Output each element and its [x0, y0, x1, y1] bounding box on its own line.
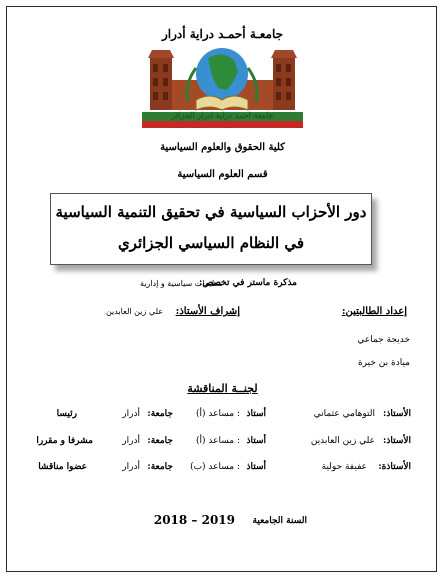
member-3-rank: : مساعد (ب)	[190, 462, 240, 472]
member-3-prefix: الأستاذة:	[378, 462, 411, 472]
member-1-prefix: الأستاذ:	[383, 409, 411, 419]
member-1-role: رئيسا	[56, 409, 77, 419]
thesis-title-line1: دور الأحزاب السياسية في تحقيق التنمية السياسية	[55, 203, 367, 221]
member-2-name: علي زين العابدين	[310, 436, 375, 446]
supervisor-name: علي زين العابدين	[105, 307, 163, 316]
member-2-role: مشرفا و مقررا	[36, 436, 93, 446]
author-name-1: خديجة جماعي	[357, 335, 410, 345]
member-2-uni-label: جامعة:	[147, 436, 173, 446]
memo-specialty: تنظيمات سياسية و إدارية	[139, 279, 223, 288]
member-3-uni: أدرار	[122, 462, 140, 472]
faculty-name: كلية الحقوق والعلوم السياسية	[160, 142, 285, 153]
member-1-rank-label: أستاذ	[246, 409, 266, 419]
thesis-title-box	[50, 193, 372, 265]
logo-text-ar: جامعة احمد دراية ادرار الجزائر	[171, 110, 274, 120]
authors-label: إعداد الطالبتين:	[341, 306, 407, 317]
member-2-prefix: الأستاذ:	[383, 436, 411, 446]
member-1-name: التوهامي عثماني	[313, 409, 375, 419]
memo-label: مذكرة ماستر في تخصص:	[199, 278, 297, 288]
member-3-name: عفيفة حولية	[321, 462, 367, 472]
member-3-role: عضوا مناقشا	[38, 462, 87, 472]
supervisor-label: إشراف الأستاذ:	[175, 306, 240, 317]
member-1-uni: أدرار	[122, 409, 140, 419]
member-2-uni: أدرار	[122, 436, 140, 446]
department-name: قسم العلوم السياسية	[177, 169, 268, 180]
author-name-2: ميادة بن خيرة	[357, 358, 410, 368]
logo-text-fr: Université Ahmed DRAIA. Adrar- Algérie	[154, 121, 291, 128]
member-2-rank-label: أستاذ	[246, 436, 266, 446]
member-1-uni-label: جامعة:	[147, 409, 173, 419]
academic-year-value: 2018 – 2019	[153, 513, 235, 527]
committee-title: لجنــة المناقشة	[187, 382, 258, 395]
member-1-rank: : مساعد (أ)	[196, 409, 240, 419]
member-3-rank-label: أستاذ	[246, 462, 266, 472]
member-2-rank: : مساعد (أ)	[196, 436, 240, 446]
member-3-uni-label: جامعة:	[147, 462, 173, 472]
university-name: جامعـة أحمـد دراية أدرار	[161, 27, 284, 41]
academic-year-label: السنة الجامعية	[252, 516, 307, 526]
thesis-title-line2: في النظام السياسي الجزائري	[117, 234, 305, 252]
